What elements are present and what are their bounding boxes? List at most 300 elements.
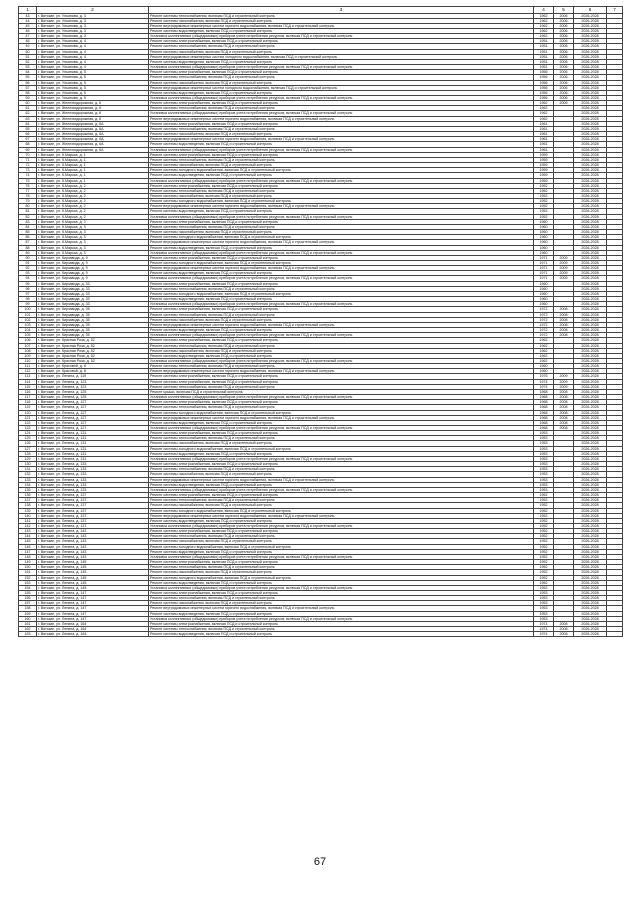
planned-period-cell: 2026-2028: [574, 54, 607, 59]
build-year-cell: 1952: [534, 498, 554, 503]
work-type-cell: Ремонт внутридомовых инженерных систем горячего водоснабжения, включая ПСД и строительный контроль: [149, 322, 534, 327]
build-year-cell: 1952: [534, 529, 554, 534]
build-year-cell: 1959: [534, 168, 554, 173]
build-year-cell: 1959: [534, 152, 554, 157]
address-cell: г. Вятские, ул. К.Маркса, д. 2: [37, 209, 149, 214]
build-year-cell: 1974: [534, 379, 554, 384]
address-cell: г. Вятские, ул. К.Маркса, д. 2: [37, 214, 149, 219]
planned-period-cell: 2026-2028: [574, 384, 607, 389]
last-repair-year-cell: 2009: [554, 271, 574, 276]
address-cell: г. Вятские, ул. Ленина, д. 143: [37, 529, 149, 534]
build-year-cell: 1953: [534, 596, 554, 601]
build-year-cell: 1952: [534, 193, 554, 198]
address-cell: г. Вятские, ул. Ленина, д. 143: [37, 534, 149, 539]
row-number-cell: 63: [19, 116, 37, 121]
planned-period-cell: 2026-2028: [574, 261, 607, 266]
last-repair-year-cell: 2008: [554, 627, 574, 632]
planned-period-cell: 2026-2028: [574, 70, 607, 75]
address-cell: г. Вятские, ул. К.Маркса, д. 2: [37, 204, 149, 209]
work-type-cell: Установка коллективных (общедомовых) приборов учета потребления ресурсов, включая ПСД и строительный контроль: [149, 302, 534, 307]
row-number-cell: 115: [19, 384, 37, 389]
work-type-cell: Ремонт внутридомовых инженерных систем горячего водоснабжения, включая ПСД и строительный контроль: [149, 477, 534, 482]
build-year-cell: 1952: [534, 570, 554, 575]
address-cell: г. Вятские, ул. Ленина, д. 145: [37, 570, 149, 575]
row-number-cell: 43: [19, 13, 37, 18]
build-year-cell: 1974: [534, 632, 554, 637]
planned-period-cell: 2026-2028: [574, 369, 607, 374]
planned-period-cell: 2026-2028: [574, 585, 607, 590]
row-number-cell: 122: [19, 420, 37, 425]
row-number-cell: 150: [19, 565, 37, 570]
build-year-cell: 1961: [534, 121, 554, 126]
row-number-cell: 118: [19, 400, 37, 405]
address-cell: г. Вятские, ул. Красная Роза, д. 52: [37, 343, 149, 348]
build-year-cell: 1960: [534, 245, 554, 250]
row-number-cell: 89: [19, 250, 37, 255]
build-year-cell: 1968: [534, 389, 554, 394]
work-type-cell: Ремонт внутридомовых инженерных систем горячего водоснабжения, включая ПСД и строительный контроль: [149, 606, 534, 611]
last-repair-year-cell: 2008: [554, 395, 574, 400]
build-year-cell: 1960: [534, 286, 554, 291]
last-repair-year-cell: 2006: [554, 96, 574, 101]
build-year-cell: 1974: [534, 621, 554, 626]
build-year-cell: 1952: [534, 549, 554, 554]
last-repair-year-cell: 2006: [554, 75, 574, 80]
planned-period-cell: 2026-2028: [574, 410, 607, 415]
build-year-cell: 1972: [534, 322, 554, 327]
last-repair-year-cell: 2008: [554, 426, 574, 431]
planned-period-cell: 2026-2028: [574, 338, 607, 343]
build-year-cell: 1962: [534, 111, 554, 116]
last-repair-year-cell: 2008: [554, 307, 574, 312]
address-cell: г. Вятские, ул. Ульянова, д. 3: [37, 18, 149, 23]
planned-period-cell: 2026-2028: [574, 193, 607, 198]
work-type-cell: Установка коллективных (общедомовых) приборов учета потребления ресурсов, включая ПСД и строительный контроль: [149, 214, 534, 219]
address-cell: г. Вятские, ул. К.Маркса, д. 3: [37, 219, 149, 224]
address-cell: г. Вятские, ул. Красная Роза, д. 52: [37, 338, 149, 343]
row-number-cell: 124: [19, 431, 37, 436]
planned-period-cell: 2026-2028: [574, 627, 607, 632]
row-number-cell: 65: [19, 126, 37, 131]
work-type-cell: Ремонт системы холодного водоснабжения, включая ПСД и строительный контроль: [149, 410, 534, 415]
address-cell: г. Вятские, ул. К.Маркса, д. 3: [37, 250, 149, 255]
planned-period-cell: 2026-2028: [574, 235, 607, 240]
build-year-cell: 1968: [534, 415, 554, 420]
address-cell: г. Вятские, ул. Железнодорожная, д. 6: [37, 116, 149, 121]
address-cell: г. Вятские, ул. Ленина, д. 119: [37, 374, 149, 379]
work-type-cell: Ремонт системы электроснабжения, включая ПСД и строительный контроль: [149, 255, 534, 260]
planned-period-cell: 2026-2028: [574, 219, 607, 224]
address-cell: г. Вятские, ул. Кирзавода, д. 35: [37, 312, 149, 317]
work-type-cell: Ремонт системы теплоснабжения, включая ПСД и строительный контроль: [149, 436, 534, 441]
address-cell: г. Вятские, ул. Кирзавода, д. 35: [37, 322, 149, 327]
row-number-cell: 134: [19, 482, 37, 487]
planned-period-cell: 2026-2028: [574, 34, 607, 39]
planned-period-cell: 2026-2028: [574, 250, 607, 255]
last-repair-year-cell: 2006: [554, 18, 574, 23]
address-cell: г. Вятские, ул. Ленина, д. 147: [37, 611, 149, 616]
build-year-cell: 1952: [534, 214, 554, 219]
row-number-cell: 54: [19, 70, 37, 75]
work-type-cell: Ремонт системы газоснабжения, включая ПСД и строительный контроль: [149, 348, 534, 353]
work-type-cell: Ремонт системы водоотведения, включая ПСД и строительный контроль: [149, 549, 534, 554]
build-year-cell: 1953: [534, 482, 554, 487]
build-year-cell: 1976: [534, 374, 554, 379]
work-type-cell: Ремонт системы теплоснабжения, включая ПСД и строительный контроль: [149, 364, 534, 369]
planned-period-cell: 2026-2028: [574, 18, 607, 23]
planned-period-cell: 2026-2028: [574, 106, 607, 111]
planned-period-cell: 2026-2028: [574, 240, 607, 245]
address-cell: г. Вятские, ул. Ленина, д. 164: [37, 632, 149, 637]
work-type-cell: Ремонт системы холодного водоснабжения, включая ПСД и строительный контроль: [149, 508, 534, 513]
address-cell: г. Вятские, ул. Ленина, д. 137: [37, 503, 149, 508]
address-cell: г. Вятские, ул. Ульянова, д. 5: [37, 96, 149, 101]
planned-period-cell: 2026-2028: [574, 529, 607, 534]
row-number-cell: 141: [19, 518, 37, 523]
work-type-cell: Ремонт системы теплоснабжения, включая ПСД и строительный контроль: [149, 188, 534, 193]
address-cell: г. Вятские, ул. Кирзавода, д. 33: [37, 286, 149, 291]
work-type-cell: Ремонт системы теплоснабжения, включая ПСД и строительный контроль: [149, 157, 534, 162]
build-year-cell: 1960: [534, 250, 554, 255]
address-cell: г. Вятские, ул. Ленина, д. 133: [37, 467, 149, 472]
work-type-cell: Ремонт системы электроснабжения, включая ПСД и строительный контроль: [149, 39, 534, 44]
work-type-cell: Ремонт системы теплоснабжения, включая ПСД и строительный контроль: [149, 596, 534, 601]
row-number-cell: 88: [19, 245, 37, 250]
work-type-cell: Ремонт внутридомовых инженерных систем горячего водоснабжения, включая ПСД и строительный контроль: [149, 204, 534, 209]
build-year-cell: 1972: [534, 328, 554, 333]
build-year-cell: 1951: [534, 54, 554, 59]
build-year-cell: 1952: [534, 209, 554, 214]
planned-period-cell: 2026-2028: [574, 183, 607, 188]
address-cell: г. Вятские, ул. Ульянова, д. 4: [37, 65, 149, 70]
row-number-cell: 48: [19, 39, 37, 44]
planned-period-cell: 2026-2028: [574, 513, 607, 518]
planned-period-cell: 2026-2028: [574, 214, 607, 219]
build-year-cell: 1962: [534, 34, 554, 39]
last-repair-year-cell: 2006: [554, 90, 574, 95]
planned-period-cell: 2026-2028: [574, 632, 607, 637]
work-type-cell: Ремонт системы электроснабжения, включая ПСД и строительный контроль: [149, 70, 534, 75]
build-year-cell: 1953: [534, 446, 554, 451]
address-cell: г. Вятские, ул. Железнодорожная, д. 6А: [37, 147, 149, 152]
work-type-cell: Ремонт системы электроснабжения, включая ПСД и строительный контроль: [149, 121, 534, 126]
work-type-cell: Ремонт системы электроснабжения, включая ПСД и строительный контроль: [149, 400, 534, 405]
planned-period-cell: 2026-2028: [574, 431, 607, 436]
address-cell: г. Вятские, ул. Ленина, д. 125: [37, 389, 149, 394]
address-cell: г. Вятские, ул. К.Маркса, д. 3: [37, 224, 149, 229]
row-number-cell: 102: [19, 317, 37, 322]
planned-period-cell: 2026-2028: [574, 209, 607, 214]
work-type-cell: Установка коллективных (общедомовых) приборов учета потребления ресурсов, включая ПСД и строительный контроль: [149, 616, 534, 621]
address-cell: г. Вятские, ул. Ленина, д. 143: [37, 549, 149, 554]
build-year-cell: 1956: [534, 85, 554, 90]
build-year-cell: 1961: [534, 142, 554, 147]
work-type-cell: Ремонт системы газоснабжения, включая ПСД и строительный контроль: [149, 49, 534, 54]
build-year-cell: 1962: [534, 353, 554, 358]
planned-period-cell: 2026-2028: [574, 405, 607, 410]
build-year-cell: 1959: [534, 173, 554, 178]
work-type-cell: Ремонт системы водоотведения, включая ПСД и строительный контроль: [149, 518, 534, 523]
address-cell: г. Вятские, ул. Ленина, д. 147: [37, 616, 149, 621]
planned-period-cell: 2026-2028: [574, 554, 607, 559]
address-cell: г. Вятские, ул. Ленина, д. 123: [37, 379, 149, 384]
row-number-cell: 52: [19, 59, 37, 64]
address-cell: г. Вятские, ул. Ульянова, д. 5: [37, 70, 149, 75]
work-type-cell: Ремонт системы холодного водоснабжения, включая ПСД и строительный контроль: [149, 446, 534, 451]
last-repair-year-cell: 2006: [554, 23, 574, 28]
row-number-cell: 147: [19, 549, 37, 554]
planned-period-cell: 2026-2028: [574, 333, 607, 338]
planned-period-cell: 2026-2028: [574, 493, 607, 498]
build-year-cell: 1952: [534, 199, 554, 204]
extra-cell: [607, 632, 623, 637]
work-type-cell: Ремонт системы водоотведения, включая ПСД и строительный контроль: [149, 328, 534, 333]
build-year-cell: 1952: [534, 575, 554, 580]
address-cell: г. Вятские, ул. Ленина, д. 145: [37, 565, 149, 570]
row-number-cell: 120: [19, 410, 37, 415]
planned-period-cell: 2026-2028: [574, 328, 607, 333]
planned-period-cell: 2026-2028: [574, 204, 607, 209]
row-number-cell: 107: [19, 343, 37, 348]
row-number-cell: 161: [19, 621, 37, 626]
planned-period-cell: 2026-2028: [574, 255, 607, 260]
build-year-cell: 1968: [534, 400, 554, 405]
planned-period-cell: 2026-2028: [574, 534, 607, 539]
work-type-cell: Установка коллективных (общедомовых) приборов учета потребления ресурсов, включая ПСД и строительный контроль: [149, 456, 534, 461]
work-type-cell: Ремонт внутридомовых инженерных систем горячего водоснабжения, включая ПСД и строительный контроль: [149, 513, 534, 518]
work-type-cell: Ремонт системы теплоснабжения, включая ПСД и строительный контроль: [149, 286, 534, 291]
work-type-cell: Ремонт внутридомовых инженерных систем горячего водоснабжения, включая ПСД и строительный контроль: [149, 266, 534, 271]
work-type-cell: Установка коллективных (общедомовых) приборов учета потребления ресурсов, включая ПСД и строительный контроль: [149, 333, 534, 338]
planned-period-cell: 2026-2028: [574, 395, 607, 400]
build-year-cell: 1962: [534, 13, 554, 18]
address-cell: г. Вятские, ул. Ленина, д. 133: [37, 462, 149, 467]
planned-period-cell: 2026-2028: [574, 85, 607, 90]
row-number-cell: 101: [19, 312, 37, 317]
row-number-cell: 111: [19, 364, 37, 369]
build-year-cell: 1972: [534, 317, 554, 322]
col-header-7: 7: [607, 7, 623, 14]
work-type-cell: Ремонт системы газоснабжения, включая ПСД и строительный контроль: [149, 539, 534, 544]
row-number-cell: 142: [19, 523, 37, 528]
planned-period-cell: 2026-2028: [574, 482, 607, 487]
row-number-cell: 82: [19, 214, 37, 219]
build-year-cell: 1952: [534, 539, 554, 544]
last-repair-year-cell: 2009: [554, 261, 574, 266]
build-year-cell: 1960: [534, 364, 554, 369]
planned-period-cell: 2026-2028: [574, 111, 607, 116]
address-cell: г. Вятские, ул. К.Маркса, д. 3: [37, 235, 149, 240]
work-type-cell: Ремонт системы водоотведения, включая ПСД и строительный контроль: [149, 90, 534, 95]
planned-period-cell: 2026-2028: [574, 132, 607, 137]
planned-period-cell: 2026-2028: [574, 23, 607, 28]
build-year-cell: 1953: [534, 472, 554, 477]
address-cell: г. Вятские, ул. К.Маркса, д. 2: [37, 199, 149, 204]
work-type-cell: Ремонт системы теплоснабжения, включая ПСД и строительный контроль: [149, 126, 534, 131]
planned-period-cell: 2026-2028: [574, 75, 607, 80]
work-type-cell: Ремонт системы электроснабжения, включая ПСД и строительный контроль: [149, 591, 534, 596]
planned-period-cell: 2026-2028: [574, 286, 607, 291]
address-cell: г. Вятские, ул. К.Маркса, д. 2: [37, 188, 149, 193]
address-cell: г. Вятские, ул. Ленина, д. 147: [37, 601, 149, 606]
row-number-cell: 97: [19, 291, 37, 296]
col-header-4: 4: [534, 7, 554, 14]
last-repair-year-cell: 2009: [554, 255, 574, 260]
address-cell: г. Вятские, ул. Ленина, д. 133: [37, 482, 149, 487]
col-header-3: 3: [149, 7, 534, 14]
planned-period-cell: 2026-2028: [574, 518, 607, 523]
build-year-cell: 1956: [534, 96, 554, 101]
row-number-cell: 132: [19, 472, 37, 477]
last-repair-year-cell: 2008: [554, 328, 574, 333]
address-cell: г. Вятские, ул. Ленина, д. 143: [37, 539, 149, 544]
row-number-cell: 64: [19, 121, 37, 126]
table-row: [19, 632, 623, 637]
work-type-cell: Ремонт системы холодного водоснабжения, включая ПСД и строительный контроль: [149, 199, 534, 204]
work-type-cell: Ремонт системы электроснабжения, включая ПСД и строительный контроль: [149, 560, 534, 565]
build-year-cell: 1952: [534, 554, 554, 559]
address-cell: г. Вятские, ул. Ульянова, д. 5: [37, 80, 149, 85]
row-number-cell: 138: [19, 503, 37, 508]
row-number-cell: 114: [19, 379, 37, 384]
work-type-cell: Ремонт системы теплоснабжения, включая ПСД и строительный контроль: [149, 498, 534, 503]
work-type-cell: Ремонт системы газоснабжения, включая ПСД и строительный контроль: [149, 570, 534, 575]
row-number-cell: 131: [19, 467, 37, 472]
address-cell: г. Вятские, ул. Ленина, д. 127: [37, 405, 149, 410]
work-type-cell: Ремонт системы электроснабжения, включая ПСД и строительный контроль: [149, 431, 534, 436]
work-type-cell: Установка коллективных (общедомовых) приборов учета потребления ресурсов, включая ПСД и строительный контроль: [149, 147, 534, 152]
build-year-cell: 1952: [534, 503, 554, 508]
address-cell: г. Вятские, ул. Железнодорожная, д. 6: [37, 106, 149, 111]
work-type-cell: Ремонт системы теплоснабжения, включая ПСД и строительный контроль: [149, 13, 534, 18]
planned-period-cell: 2026-2028: [574, 343, 607, 348]
planned-period-cell: 2026-2028: [574, 152, 607, 157]
last-repair-year-cell: 2006: [554, 59, 574, 64]
address-cell: г. Вятские, ул. Кирзавода, д. 9: [37, 266, 149, 271]
row-number-cell: 76: [19, 183, 37, 188]
build-year-cell: 1953: [534, 441, 554, 446]
last-repair-year-cell: 2009: [554, 384, 574, 389]
build-year-cell: 1971: [534, 261, 554, 266]
row-number-cell: 129: [19, 456, 37, 461]
build-year-cell: 1952: [534, 183, 554, 188]
planned-period-cell: 2026-2028: [574, 575, 607, 580]
last-repair-year-cell: 2009: [554, 379, 574, 384]
build-year-cell: 1971: [534, 276, 554, 281]
row-number-cell: 49: [19, 44, 37, 49]
row-number-cell: 153: [19, 580, 37, 585]
work-type-cell: Установка коллективных (общедомовых) приборов учета потребления ресурсов, включая ПСД и строительный контроль: [149, 276, 534, 281]
address-cell: г. Вятские, ул. К.Маркса, д. 1: [37, 152, 149, 157]
last-repair-year-cell: 2009: [554, 374, 574, 379]
address-cell: г. Вятские, ул. Красная Роза, д. 52: [37, 348, 149, 353]
address-cell: г. Вятские, ул. Кирзавода, д. 33: [37, 281, 149, 286]
build-year-cell: 1953: [534, 601, 554, 606]
work-type-cell: Ремонт системы газоснабжения, включая ПСД и строительный контроль: [149, 163, 534, 168]
address-cell: г. Вятские, ул. К.Маркса, д. 1: [37, 168, 149, 173]
row-number-cell: 73: [19, 168, 37, 173]
address-cell: г. Вятские, ул. К.Маркса, д. 1: [37, 173, 149, 178]
planned-period-cell: 2026-2028: [574, 178, 607, 183]
row-number-cell: 85: [19, 230, 37, 235]
row-number-cell: 55: [19, 75, 37, 80]
build-year-cell: 1953: [534, 487, 554, 492]
planned-period-cell: 2026-2028: [574, 601, 607, 606]
build-year-cell: 1960: [534, 369, 554, 374]
build-year-cell: 1953: [534, 591, 554, 596]
planned-period-cell: 2026-2028: [574, 467, 607, 472]
row-number-cell: 46: [19, 28, 37, 33]
row-number-cell: 91: [19, 261, 37, 266]
planned-period-cell: 2026-2028: [574, 116, 607, 121]
address-cell: г. Вятские, ул. К.Маркса, д. 1: [37, 163, 149, 168]
row-number-cell: 74: [19, 173, 37, 178]
planned-period-cell: 2026-2028: [574, 59, 607, 64]
address-cell: г. Вятские, ул. Ленина, д. 137: [37, 518, 149, 523]
work-type-cell: Ремонт системы газоснабжения, включая ПСД и строительный контроль: [149, 472, 534, 477]
work-type-cell: Ремонт системы электроснабжения, включая ПСД и строительный контроль: [149, 374, 534, 379]
planned-period-cell: 2026-2028: [574, 163, 607, 168]
address-cell: г. Вятские, ул. Железнодорожная, д. 6А: [37, 137, 149, 142]
row-number-cell: 162: [19, 627, 37, 632]
build-year-cell: 1951: [534, 39, 554, 44]
build-year-cell: 1959: [534, 163, 554, 168]
planned-period-cell: 2026-2028: [574, 415, 607, 420]
planned-period-cell: 2026-2028: [574, 230, 607, 235]
address-cell: г. Вятские, ул. Кирзавода, д. 35: [37, 328, 149, 333]
last-repair-year-cell: 2006: [554, 65, 574, 70]
row-number-cell: 112: [19, 369, 37, 374]
build-year-cell: 1953: [534, 431, 554, 436]
address-cell: г. Вятские, ул. Ленина, д. 133: [37, 472, 149, 477]
work-type-cell: Установка коллективных (общедомовых) приборов учета потребления ресурсов, включая ПСД и строительный контроль: [149, 358, 534, 363]
row-number-cell: 146: [19, 544, 37, 549]
last-repair-year-cell: 2006: [554, 34, 574, 39]
build-year-cell: 1952: [534, 560, 554, 565]
last-repair-year-cell: 2008: [554, 405, 574, 410]
last-repair-year-cell: 2006: [554, 49, 574, 54]
work-type-cell: Ремонт системы водоотведения, включая ПСД и строительный контроль: [149, 353, 534, 358]
last-repair-year-cell: 2008: [554, 389, 574, 394]
row-number-cell: 84: [19, 224, 37, 229]
build-year-cell: 1953: [534, 451, 554, 456]
work-type-cell: Установка коллективных (общедомовых) приборов учета потребления ресурсов, включая ПСД и строительный контроль: [149, 426, 534, 431]
build-year-cell: 1972: [534, 307, 554, 312]
address-cell: г. Вятские, ул. К.Маркса, д. 2: [37, 183, 149, 188]
planned-period-cell: 2026-2028: [574, 291, 607, 296]
planned-period-cell: 2026-2028: [574, 606, 607, 611]
build-year-cell: 1962: [534, 338, 554, 343]
work-type-cell: Ремонт системы газоснабжения, включая ПСД и строительный контроль: [149, 230, 534, 235]
address-cell: г. Вятские, ул. Ульянова, д. 3: [37, 28, 149, 33]
row-number-cell: 47: [19, 34, 37, 39]
address-cell: г. Вятские, ул. Ленина, д. 127: [37, 420, 149, 425]
last-repair-year-cell: 2009: [554, 276, 574, 281]
build-year-cell: 1959: [534, 157, 554, 162]
address-cell: г. Вятские, ул. Ленина, д. 147: [37, 596, 149, 601]
work-type-cell: Ремонт системы водоотведения, включая ПСД и строительный контроль: [149, 59, 534, 64]
address-cell: г. Вятские, ул. Ульянова, д. 4: [37, 39, 149, 44]
build-year-cell: 1960: [534, 302, 554, 307]
build-year-cell: 1962: [534, 101, 554, 106]
row-number-cell: 149: [19, 560, 37, 565]
work-type-cell: Ремонт системы теплоснабжения, включая ПСД и строительный контроль: [149, 565, 534, 570]
col-header-1: 1: [19, 7, 37, 14]
address-cell: г. Вятские, ул. Железнодорожная, д. 6А: [37, 126, 149, 131]
build-year-cell: 1956: [534, 90, 554, 95]
row-number-cell: 99: [19, 302, 37, 307]
row-number-cell: 51: [19, 54, 37, 59]
